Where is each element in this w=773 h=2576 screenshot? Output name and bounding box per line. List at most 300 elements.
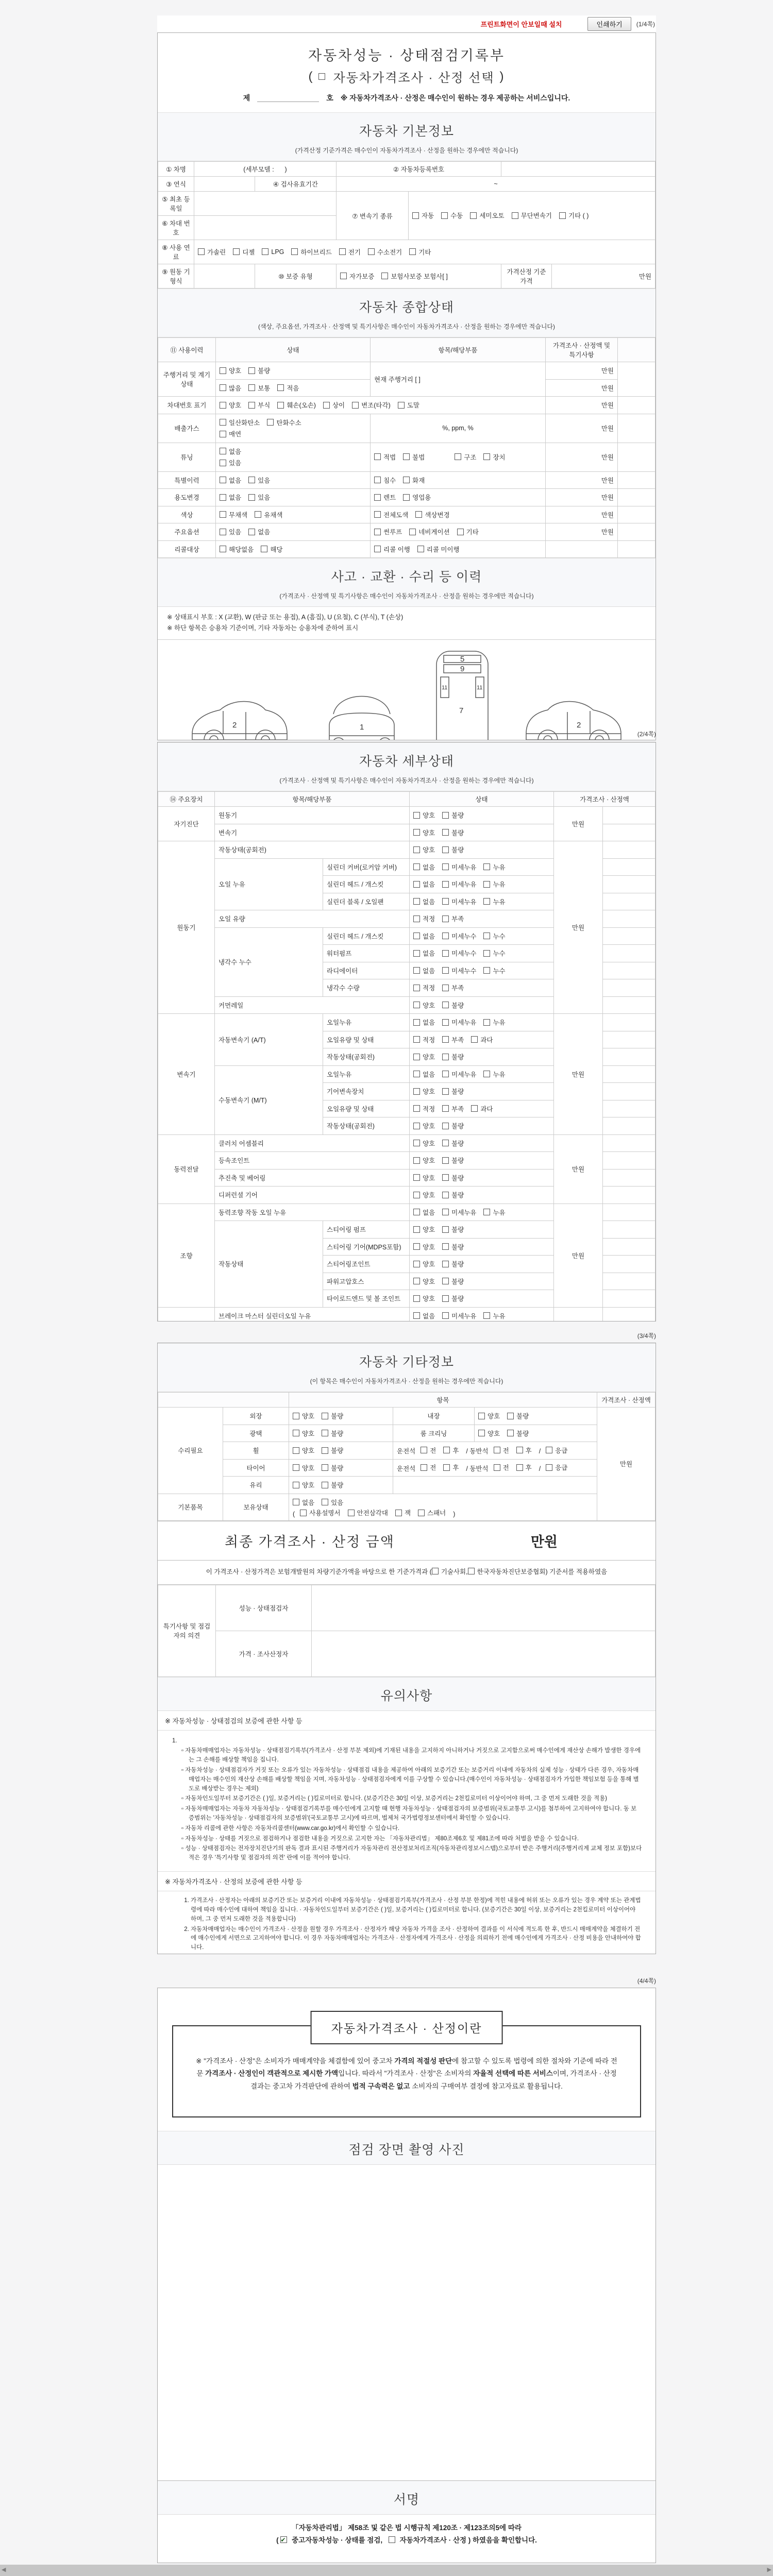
checkbox[interactable] — [413, 1123, 420, 1129]
checkbox-option[interactable] — [413, 810, 435, 820]
checkbox[interactable] — [322, 1447, 328, 1454]
checkbox[interactable] — [442, 1002, 449, 1008]
checkbox[interactable] — [374, 477, 381, 483]
checkbox[interactable] — [220, 460, 226, 466]
checkbox-option[interactable] — [442, 1225, 464, 1234]
checkbox[interactable] — [374, 546, 381, 552]
checkbox[interactable] — [413, 1243, 420, 1250]
checkbox-option[interactable] — [374, 510, 408, 519]
checkbox-option[interactable] — [413, 1277, 435, 1286]
checkbox[interactable] — [220, 419, 226, 426]
checkbox-option[interactable] — [413, 1001, 435, 1010]
checkbox[interactable] — [478, 1430, 485, 1436]
checkbox[interactable] — [220, 448, 226, 454]
checkbox[interactable] — [395, 1510, 402, 1516]
checkbox[interactable] — [442, 881, 449, 888]
checkbox[interactable] — [413, 1071, 420, 1077]
checkbox-option[interactable] — [442, 1277, 464, 1286]
checkbox[interactable] — [516, 1447, 523, 1453]
checkbox[interactable] — [442, 1278, 449, 1284]
checkbox-option[interactable] — [322, 1429, 343, 1438]
checkbox[interactable] — [412, 212, 419, 219]
checkbox-option[interactable] — [478, 1411, 500, 1420]
checkbox[interactable] — [374, 494, 381, 501]
checkbox[interactable] — [261, 546, 267, 552]
checkbox[interactable] — [507, 1430, 514, 1436]
checkbox-option[interactable] — [415, 510, 449, 519]
checkbox-option[interactable] — [293, 1480, 314, 1489]
checkbox-option[interactable] — [340, 272, 374, 281]
checkbox[interactable] — [413, 950, 420, 957]
checkbox[interactable] — [413, 1054, 420, 1060]
checkbox[interactable] — [442, 933, 449, 939]
checkbox-option[interactable] — [248, 527, 270, 536]
checkbox-option[interactable] — [220, 429, 241, 438]
checkbox[interactable] — [322, 1464, 328, 1471]
checkbox-option[interactable] — [220, 527, 241, 536]
checkbox[interactable] — [348, 1510, 355, 1516]
checkbox-option[interactable] — [421, 1463, 436, 1472]
checkbox[interactable] — [421, 1447, 427, 1453]
checkbox[interactable] — [248, 529, 255, 535]
checkbox[interactable] — [323, 402, 330, 409]
checkbox[interactable] — [267, 419, 274, 426]
checkbox-option[interactable] — [374, 493, 396, 502]
checkbox-option[interactable] — [413, 1259, 435, 1268]
checkbox-option[interactable] — [443, 1446, 459, 1455]
checkbox[interactable] — [220, 384, 226, 391]
checkbox-option[interactable] — [483, 931, 505, 941]
checkbox[interactable] — [248, 384, 255, 391]
checkbox[interactable] — [381, 273, 388, 279]
checkbox[interactable] — [483, 967, 490, 974]
checkbox-option[interactable] — [413, 828, 435, 837]
checkbox[interactable] — [277, 402, 284, 409]
checkbox-option[interactable] — [516, 1463, 532, 1472]
checkbox[interactable] — [483, 1019, 490, 1026]
checkbox-option[interactable] — [220, 418, 260, 427]
checkbox-option[interactable] — [374, 452, 396, 462]
checkbox-option[interactable] — [352, 400, 391, 410]
checkbox-option[interactable] — [442, 1052, 464, 1061]
checkbox-option[interactable] — [261, 545, 282, 554]
checkbox-option[interactable] — [478, 1429, 500, 1438]
checkbox[interactable] — [483, 950, 490, 957]
checkbox-option[interactable] — [413, 1035, 435, 1044]
checkbox-option[interactable] — [409, 247, 431, 257]
checkbox[interactable] — [352, 402, 359, 409]
checkbox[interactable] — [339, 248, 346, 255]
checkbox[interactable] — [413, 1226, 420, 1233]
checkbox-option[interactable] — [455, 452, 476, 462]
checkbox-option[interactable] — [442, 983, 464, 992]
checkbox-option[interactable] — [483, 452, 505, 462]
checkbox-option[interactable] — [442, 897, 476, 906]
checkbox-option[interactable] — [546, 1446, 567, 1455]
checkbox-option[interactable] — [442, 1104, 464, 1113]
checkbox[interactable] — [220, 511, 226, 518]
checkbox-option[interactable] — [409, 527, 449, 536]
checkbox[interactable] — [483, 863, 490, 870]
checkbox-option[interactable] — [374, 527, 402, 536]
checkbox-option[interactable] — [381, 272, 448, 281]
checkbox-option[interactable] — [248, 366, 270, 375]
checkbox-option[interactable] — [442, 1035, 464, 1044]
checkbox[interactable] — [483, 1209, 490, 1215]
checkbox[interactable] — [248, 367, 255, 374]
checkbox[interactable] — [409, 248, 416, 255]
checkbox-option[interactable] — [483, 862, 505, 872]
checkbox[interactable] — [413, 933, 420, 939]
checkbox-option[interactable] — [471, 1104, 493, 1113]
checkbox-option[interactable] — [413, 1173, 435, 1182]
checkbox-option[interactable] — [413, 879, 435, 889]
checkbox[interactable] — [483, 933, 490, 939]
checkbox[interactable] — [421, 1464, 427, 1471]
checkbox[interactable] — [413, 1019, 420, 1026]
checkbox[interactable] — [442, 1312, 449, 1319]
checkbox[interactable] — [322, 1482, 328, 1488]
checkbox-option[interactable] — [413, 1087, 435, 1096]
scroll-left-icon[interactable]: ◀ — [2, 2567, 6, 2573]
checkbox[interactable] — [443, 1464, 450, 1471]
checkbox[interactable] — [457, 529, 464, 535]
checkbox[interactable] — [442, 967, 449, 974]
checkbox-option[interactable] — [483, 1311, 505, 1320]
checkbox[interactable] — [442, 1088, 449, 1095]
checkbox-option[interactable] — [442, 862, 476, 872]
checkbox[interactable] — [322, 1430, 328, 1436]
checkbox-option[interactable] — [291, 247, 331, 257]
horizontal-scrollbar[interactable] — [0, 2565, 773, 2576]
checkbox-option[interactable] — [442, 1087, 464, 1096]
checkbox[interactable] — [293, 1464, 299, 1471]
checkbox[interactable] — [220, 402, 226, 409]
checkbox[interactable] — [413, 1140, 420, 1146]
checkbox-option[interactable] — [442, 1242, 464, 1251]
checkbox[interactable] — [442, 1071, 449, 1077]
checkbox-option[interactable] — [413, 1294, 435, 1303]
checkbox-option[interactable] — [248, 493, 270, 502]
checkbox-option[interactable] — [322, 1498, 343, 1507]
checkbox-option[interactable] — [516, 1446, 532, 1455]
checkbox[interactable] — [442, 1261, 449, 1267]
checkbox[interactable] — [374, 529, 381, 535]
checkbox[interactable] — [403, 494, 410, 501]
checkbox[interactable] — [413, 1261, 420, 1267]
checkbox-option[interactable] — [413, 1311, 435, 1320]
checkbox-option[interactable] — [293, 1429, 314, 1438]
checkbox[interactable] — [415, 511, 422, 518]
checkbox-option[interactable] — [507, 1411, 529, 1420]
checkbox-option[interactable] — [248, 400, 270, 410]
checkbox-option[interactable] — [546, 1463, 567, 1472]
checkbox[interactable] — [413, 1312, 420, 1319]
checkbox[interactable] — [413, 1157, 420, 1164]
checkbox[interactable] — [322, 1499, 328, 1505]
checkbox[interactable] — [442, 829, 449, 836]
checkbox-option[interactable] — [471, 1035, 493, 1044]
checkbox-option[interactable] — [442, 966, 476, 975]
checkbox[interactable] — [483, 453, 490, 460]
checkbox-option[interactable] — [322, 1463, 343, 1472]
checkbox-option[interactable] — [322, 1446, 343, 1455]
checkbox-option[interactable] — [248, 383, 270, 393]
checkbox-option[interactable] — [220, 510, 247, 519]
checkbox-option[interactable] — [403, 493, 431, 502]
checkbox[interactable] — [442, 1036, 449, 1043]
checkbox-option[interactable] — [220, 383, 241, 393]
checkbox[interactable] — [293, 1447, 299, 1454]
checkbox[interactable] — [340, 273, 347, 279]
checkbox[interactable] — [559, 212, 566, 219]
checkbox[interactable] — [468, 1568, 475, 1574]
print-button[interactable]: 인쇄하기 — [587, 17, 631, 31]
checkbox[interactable] — [413, 1105, 420, 1112]
checkbox[interactable] — [413, 916, 420, 922]
checkbox-option[interactable] — [198, 247, 226, 257]
checkbox-option[interactable] — [442, 1208, 476, 1217]
checkbox-option[interactable] — [322, 1411, 343, 1420]
checkbox[interactable] — [442, 1019, 449, 1026]
checkbox-option[interactable] — [395, 1508, 411, 1517]
checkbox-option[interactable] — [442, 828, 464, 837]
checkbox-option[interactable] — [413, 1139, 435, 1148]
checkbox-option[interactable] — [322, 1480, 343, 1489]
scroll-right-icon[interactable]: ▶ — [767, 2567, 771, 2573]
checkbox[interactable] — [483, 881, 490, 888]
checkbox[interactable] — [494, 1464, 500, 1471]
checkbox-option[interactable] — [267, 418, 301, 427]
checkbox[interactable] — [413, 1036, 420, 1043]
checkbox[interactable] — [413, 1278, 420, 1284]
checkbox-option[interactable] — [442, 1259, 464, 1268]
checkbox[interactable] — [546, 1464, 552, 1471]
checkbox-option[interactable] — [413, 1070, 435, 1079]
checkbox-option[interactable] — [412, 211, 434, 220]
checkbox-option[interactable] — [323, 400, 345, 410]
checkbox-option[interactable] — [442, 931, 476, 941]
checkbox-option[interactable] — [413, 1104, 435, 1113]
checkbox-option[interactable] — [348, 1508, 388, 1517]
checkbox-option[interactable] — [483, 1208, 505, 1217]
checkbox[interactable] — [443, 1447, 450, 1453]
checkbox[interactable] — [293, 1430, 299, 1436]
checkbox[interactable] — [442, 1174, 449, 1181]
checkbox[interactable] — [442, 1209, 449, 1215]
checkbox[interactable] — [413, 1002, 420, 1008]
checkbox-option[interactable] — [220, 545, 254, 554]
checkbox-option[interactable] — [483, 879, 505, 889]
checkbox-option[interactable] — [483, 1018, 505, 1027]
checkbox-option[interactable] — [483, 897, 505, 906]
checkbox-option[interactable] — [293, 1411, 314, 1420]
checkbox-option[interactable] — [442, 1070, 476, 1079]
checkbox[interactable] — [413, 898, 420, 905]
checkbox-option[interactable] — [483, 1070, 505, 1079]
checkbox-option[interactable] — [374, 476, 396, 485]
checkbox-option[interactable] — [413, 862, 435, 872]
checkbox[interactable] — [398, 402, 405, 409]
checkbox-option[interactable] — [262, 248, 284, 256]
price-survey-select-checkbox[interactable] — [318, 73, 325, 80]
checkbox[interactable] — [470, 212, 477, 219]
checkbox[interactable] — [471, 1105, 478, 1112]
checkbox[interactable] — [413, 1295, 420, 1302]
checkbox-option[interactable] — [441, 211, 463, 220]
checkbox-option[interactable] — [494, 1446, 509, 1455]
checkbox[interactable] — [255, 511, 261, 518]
checkbox-option[interactable] — [442, 1311, 476, 1320]
checkbox[interactable] — [322, 1413, 328, 1419]
checkbox-option[interactable] — [413, 1208, 435, 1217]
checkbox-option[interactable] — [483, 966, 505, 975]
checkbox-option[interactable] — [442, 1190, 464, 1199]
checkbox-option[interactable] — [293, 1446, 314, 1455]
checkbox[interactable] — [220, 529, 226, 535]
checkbox[interactable] — [374, 453, 381, 460]
checkbox[interactable] — [442, 1140, 449, 1146]
checkbox-option[interactable] — [403, 476, 425, 485]
checkbox[interactable] — [442, 1243, 449, 1250]
checkbox[interactable] — [293, 1413, 299, 1419]
checkbox[interactable] — [442, 1226, 449, 1233]
checkbox[interactable] — [507, 1413, 514, 1419]
checkbox-option[interactable] — [220, 366, 241, 375]
checkbox[interactable] — [413, 812, 420, 819]
checkbox-option[interactable] — [559, 211, 589, 220]
checkbox[interactable] — [198, 248, 205, 255]
checkbox-option[interactable] — [293, 1463, 314, 1472]
checkbox[interactable] — [442, 898, 449, 905]
checkbox-option[interactable] — [398, 400, 419, 410]
checkbox[interactable] — [417, 546, 424, 552]
checkbox[interactable] — [262, 248, 268, 255]
checkbox[interactable] — [442, 1192, 449, 1198]
checkbox[interactable] — [220, 546, 226, 552]
checkbox-option[interactable] — [413, 966, 435, 975]
checkbox[interactable] — [403, 453, 410, 460]
checkbox[interactable] — [455, 453, 461, 460]
checkbox-option[interactable] — [220, 400, 241, 410]
checkbox-option[interactable] — [442, 1121, 464, 1130]
checkbox-option[interactable] — [418, 1508, 446, 1517]
checkbox-option[interactable] — [277, 400, 316, 410]
checkbox-option[interactable] — [442, 810, 464, 820]
checkbox[interactable] — [233, 248, 240, 255]
checkbox[interactable] — [293, 1499, 299, 1505]
checkbox[interactable] — [413, 1192, 420, 1198]
checkbox-option[interactable] — [413, 948, 435, 958]
checkbox-option[interactable] — [413, 1018, 435, 1027]
checkbox[interactable] — [413, 829, 420, 836]
checkbox[interactable] — [291, 248, 298, 255]
checkbox-option[interactable] — [413, 1242, 435, 1251]
checkbox-option[interactable] — [368, 247, 402, 257]
checkbox-option[interactable] — [413, 931, 435, 941]
checkbox[interactable] — [494, 1447, 500, 1453]
checkbox-option[interactable] — [512, 211, 552, 220]
checkbox[interactable] — [442, 916, 449, 922]
checkbox-option[interactable] — [374, 545, 410, 554]
checkbox-option[interactable] — [413, 1052, 435, 1061]
checkbox[interactable] — [442, 1054, 449, 1060]
checkbox-option[interactable] — [339, 247, 361, 257]
checkbox-option[interactable] — [442, 1018, 476, 1027]
checkbox[interactable] — [409, 529, 416, 535]
checkbox-option[interactable] — [442, 948, 476, 958]
checkbox[interactable] — [293, 1482, 299, 1488]
checkbox[interactable] — [248, 494, 255, 501]
checkbox[interactable] — [442, 1123, 449, 1129]
checkbox[interactable] — [300, 1510, 307, 1516]
checkbox[interactable] — [413, 985, 420, 991]
performance-check-checkbox[interactable] — [280, 2536, 287, 2543]
checkbox[interactable] — [441, 212, 448, 219]
checkbox[interactable] — [220, 367, 226, 374]
checkbox-option[interactable] — [233, 247, 255, 257]
checkbox[interactable] — [413, 1209, 420, 1215]
checkbox[interactable] — [413, 967, 420, 974]
checkbox-option[interactable] — [442, 1173, 464, 1182]
checkbox-option[interactable] — [470, 211, 504, 220]
checkbox[interactable] — [442, 846, 449, 853]
checkbox-option[interactable] — [220, 458, 241, 467]
checkbox[interactable] — [442, 1295, 449, 1302]
checkbox[interactable] — [432, 1568, 439, 1574]
checkbox[interactable] — [442, 950, 449, 957]
checkbox-option[interactable] — [413, 1225, 435, 1234]
checkbox[interactable] — [483, 1071, 490, 1077]
checkbox-option[interactable] — [442, 914, 464, 923]
checkbox-option[interactable] — [457, 527, 479, 536]
checkbox[interactable] — [413, 1088, 420, 1095]
checkbox[interactable] — [483, 1312, 490, 1319]
checkbox-option[interactable] — [248, 476, 270, 485]
checkbox[interactable] — [418, 1510, 425, 1516]
checkbox[interactable] — [471, 1036, 478, 1043]
checkbox[interactable] — [248, 402, 255, 409]
checkbox-option[interactable] — [442, 1001, 464, 1010]
checkbox[interactable] — [413, 846, 420, 853]
checkbox[interactable] — [478, 1413, 485, 1419]
checkbox[interactable] — [442, 985, 449, 991]
checkbox[interactable] — [368, 248, 375, 255]
checkbox[interactable] — [516, 1464, 523, 1471]
checkbox-option[interactable] — [255, 510, 282, 519]
checkbox-option[interactable] — [220, 493, 241, 502]
checkbox-option[interactable] — [413, 845, 435, 854]
checkbox-option[interactable] — [413, 1156, 435, 1165]
checkbox-option[interactable] — [442, 879, 476, 889]
checkbox[interactable] — [413, 1174, 420, 1181]
checkbox[interactable] — [220, 494, 226, 501]
checkbox-option[interactable] — [413, 1121, 435, 1130]
checkbox[interactable] — [413, 881, 420, 888]
checkbox-option[interactable] — [442, 845, 464, 854]
checkbox-option[interactable] — [494, 1463, 509, 1472]
checkbox-option[interactable] — [442, 1294, 464, 1303]
checkbox[interactable] — [546, 1447, 552, 1453]
checkbox[interactable] — [220, 477, 226, 483]
install-notice-link[interactable]: 프린트화면이 안보일때 설치 — [480, 21, 562, 28]
checkbox[interactable] — [483, 898, 490, 905]
checkbox[interactable] — [403, 477, 410, 483]
checkbox[interactable] — [220, 431, 226, 437]
checkbox[interactable] — [442, 812, 449, 819]
checkbox[interactable] — [374, 511, 381, 518]
checkbox-option[interactable] — [421, 1446, 436, 1455]
